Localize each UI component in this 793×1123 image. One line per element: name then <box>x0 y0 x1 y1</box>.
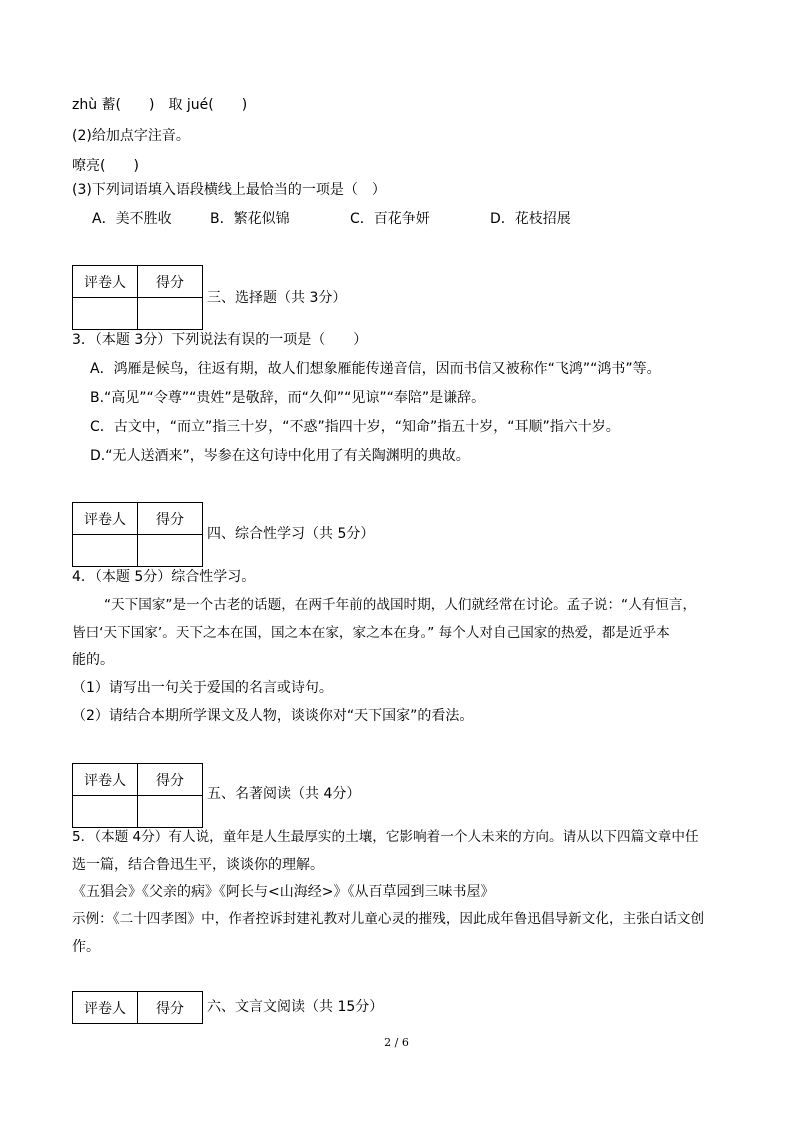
option-c: C．古文中，“而立”指三十岁，“不惑”指四十岁，“知命”指五十岁，“耳顺”指六十岁。 <box>90 419 620 435</box>
score-cell[interactable] <box>138 535 203 567</box>
score-table <box>72 991 203 1024</box>
option-b: B．繁花似锦 <box>210 211 290 227</box>
score-table <box>72 763 203 828</box>
sub-question-3: (3)下列词语填入语段横线上最恰当的一项是（ ） <box>72 182 386 198</box>
score-table <box>72 265 203 330</box>
grader-label: 评卷人 <box>73 503 138 535</box>
pinyin-word: 嘹亮( ) <box>72 158 139 174</box>
option-d: D．花枝招展 <box>490 211 571 227</box>
q2-options <box>92 209 571 229</box>
grader-label: 评卷人 <box>73 764 138 796</box>
example-line: 作。 <box>72 939 100 955</box>
paragraph-line: 皆曰‘天下国家’。天下之本在国，国之本在家，家之本在身。” 每个人对自己国家的热爱，都是近乎本 <box>72 625 670 641</box>
question-5: 5．（本题 4分）有人说，童年是人生最厚实的土壤，它影响着一个人未来的方向。请从以下四篇文章中任 <box>72 829 699 845</box>
option-c: C．百花争妍 <box>350 211 430 227</box>
pinyin-line: zhù 蓄( ) 取 jué( ) <box>72 97 248 113</box>
grader-cell[interactable] <box>73 298 138 330</box>
page-number: 2 / 6 <box>384 1036 409 1049</box>
question-4: 4．（本题 5分）综合性学习。 <box>72 569 256 585</box>
essay-titles: 《五猖会》《父亲的病》《阿长与<山海经>》《从百草园到三味书屋》 <box>72 884 495 900</box>
example-line: 示例：《二十四孝图》中，作者控诉封建礼教对儿童心灵的摧残，因此成年鲁迅倡导新文化，主张白话文创 <box>72 911 705 927</box>
grader-cell[interactable] <box>73 796 138 828</box>
section-title: 四、综合性学习（共 5分） <box>207 526 375 542</box>
score-label: 得分 <box>138 503 203 535</box>
score-label: 得分 <box>138 992 203 1024</box>
score-label: 得分 <box>138 266 203 298</box>
option-d: D.“无人送酒来”，岑参在这句诗中化用了有关陶渊明的典故。 <box>90 448 470 464</box>
score-cell[interactable] <box>138 298 203 330</box>
section-title: 三、选择题（共 3分） <box>207 290 347 306</box>
paragraph-line: 能的。 <box>72 652 114 668</box>
question-3: 3．（本题 3分）下列说法有误的一项是（ ） <box>72 332 368 348</box>
score-table <box>72 502 203 567</box>
grader-label: 评卷人 <box>73 266 138 298</box>
paragraph-line: “天下国家”是一个古老的话题，在两千年前的战国时期，人们就经常在讨论。孟子说：“人有恒言， <box>104 597 697 613</box>
grader-label: 评卷人 <box>73 992 138 1024</box>
section-title: 六、文言文阅读（共 15分） <box>207 999 384 1015</box>
grader-cell[interactable] <box>73 535 138 567</box>
sub-question-1: （1）请写出一句关于爱国的名言或诗句。 <box>72 680 333 696</box>
option-a: A．美不胜收 <box>92 211 172 227</box>
score-label: 得分 <box>138 764 203 796</box>
question-5-cont: 选一篇，结合鲁迅生平，谈谈你的理解。 <box>72 857 324 873</box>
section-title: 五、名著阅读（共 4分） <box>207 786 361 802</box>
sub-question-2: （2）请结合本期所学课文及人物，谈谈你对“天下国家”的看法。 <box>72 708 474 724</box>
sub-question-2: (2)给加点字注音。 <box>72 128 190 144</box>
option-b: B.“高见”“令尊”“贵姓”是敬辞，而“久仰”“见谅”“奉陪”是谦辞。 <box>90 390 486 406</box>
option-a: A．鸿雁是候鸟，往返有期，故人们想象雁能传递音信，因而书信又被称作“飞鸿”“鸿书”等。 <box>90 361 661 377</box>
score-cell[interactable] <box>138 796 203 828</box>
